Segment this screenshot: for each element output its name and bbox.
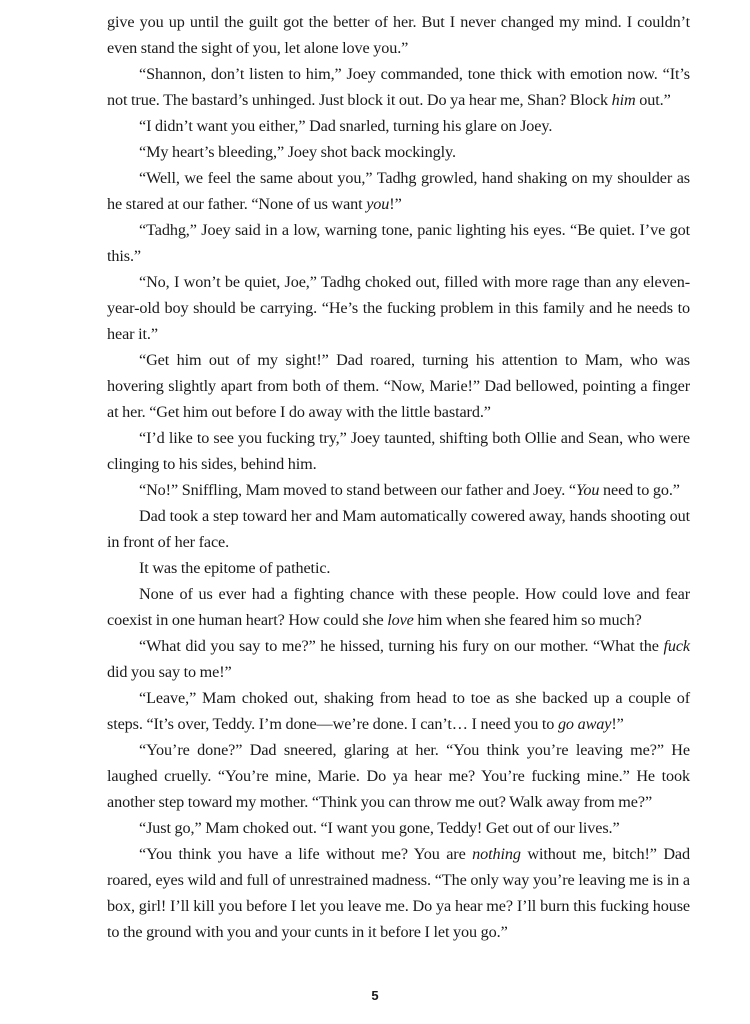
text-run: “I’d like to see you fucking try,” Joey taunted, shifting both Ollie and Sean, who were clinging to his sides, behind him. bbox=[107, 429, 690, 473]
text-run: without me, bitch!” Dad roared, eyes wild and full of unrestrained madness. “The only way you’re leaving me is in a box, girl! I’ll kill you before I let you leave me. Do ya hear me? I’ll burn this fucking house to the ground with you and your cunts in it before I let you go.” bbox=[107, 845, 690, 941]
paragraph bbox=[107, 841, 690, 945]
paragraph bbox=[107, 737, 690, 815]
text-run: “Just go,” Mam choked out. “I want you gone, Teddy! Get out of our lives.” bbox=[139, 819, 620, 837]
paragraph bbox=[107, 347, 690, 425]
paragraph bbox=[107, 217, 690, 269]
paragraph bbox=[107, 139, 690, 165]
italic-text: love bbox=[387, 611, 414, 629]
text-run: “What did you say to me?” he hissed, turning his fury on our mother. “What the bbox=[139, 637, 664, 655]
text-run: need to go.” bbox=[599, 481, 680, 499]
italic-text: You bbox=[575, 481, 600, 499]
text-run: “Leave,” Mam choked out, shaking from head to toe as she backed up a couple of steps. “It’s over, Teddy. I’m done—we’re done. I can’t… I need you to bbox=[107, 689, 690, 733]
paragraph bbox=[107, 165, 690, 217]
text-run: “My heart’s bleeding,” Joey shot back mockingly. bbox=[139, 143, 456, 161]
paragraph bbox=[107, 269, 690, 347]
paragraph bbox=[107, 581, 690, 633]
paragraph bbox=[107, 425, 690, 477]
text-run: did you say to me!” bbox=[107, 663, 232, 681]
text-run: !” bbox=[389, 195, 402, 213]
page-number: 5 bbox=[371, 988, 379, 1003]
text-run: “Shannon, don’t listen to him,” Joey commanded, tone thick with emotion now. “It’s not true. The bastard’s unhinged. Just block it out. Do ya hear me, Shan? Block bbox=[107, 65, 690, 109]
text-run: “You’re done?” Dad sneered, glaring at her. “You think you’re leaving me?” He laughed cruelly. “You’re mine, Marie. Do ya hear me? You’re fucking mine.” He took another step toward my mother. “Think you can throw me out? Walk away from me?” bbox=[107, 741, 690, 811]
text-run: “Well, we feel the same about you,” Tadhg growled, hand shaking on my shoulder as he stared at our father. “None of us want bbox=[107, 169, 690, 213]
text-run: “No!” Sniffling, Mam moved to stand between our father and Joey. “ bbox=[139, 481, 576, 499]
paragraph bbox=[107, 113, 690, 139]
paragraph bbox=[107, 503, 690, 555]
italic-text: nothing bbox=[472, 845, 521, 863]
paragraph bbox=[107, 477, 690, 503]
text-run: It was the epitome of pathetic. bbox=[139, 559, 331, 577]
text-run: “I didn’t want you either,” Dad snarled, turning his glare on Joey. bbox=[139, 117, 553, 135]
book-page-body bbox=[107, 9, 690, 945]
italic-text: go away bbox=[557, 715, 612, 733]
text-run: “You think you have a life without me? You are bbox=[139, 845, 473, 863]
paragraph bbox=[107, 685, 690, 737]
italic-text: him bbox=[611, 91, 636, 109]
text-run: him when she feared him so much? bbox=[413, 611, 642, 629]
text-run: None of us ever had a fighting chance with these people. How could love and fear coexist in one human heart? How could she bbox=[107, 585, 690, 629]
text-run: “Get him out of my sight!” Dad roared, turning his attention to Mam, who was hovering slightly apart from both of them. “Now, Marie!” Dad bellowed, pointing a finger at her. “Get him out before I do away with the little bastard.” bbox=[107, 351, 690, 421]
italic-text: fuck bbox=[663, 637, 690, 655]
paragraph bbox=[107, 815, 690, 841]
italic-text: you bbox=[366, 195, 390, 213]
text-run: Dad took a step toward her and Mam automatically cowered away, hands shooting out in front of her face. bbox=[107, 507, 690, 551]
text-run: !” bbox=[611, 715, 624, 733]
paragraph bbox=[107, 61, 690, 113]
text-run: give you up until the guilt got the better of her. But I never changed my mind. I couldn’t even stand the sight of you, let alone love you.” bbox=[107, 13, 690, 57]
paragraph bbox=[107, 633, 690, 685]
text-run: out.” bbox=[635, 91, 671, 109]
paragraph bbox=[107, 555, 690, 581]
text-run: “No, I won’t be quiet, Joe,” Tadhg choked out, filled with more rage than any eleven-year-old boy should be carrying. “He’s the fucking problem in this family and he needs to hear it.” bbox=[107, 273, 690, 343]
paragraph bbox=[107, 9, 690, 61]
text-run: “Tadhg,” Joey said in a low, warning tone, panic lighting his eyes. “Be quiet. I’ve got this.” bbox=[107, 221, 690, 265]
